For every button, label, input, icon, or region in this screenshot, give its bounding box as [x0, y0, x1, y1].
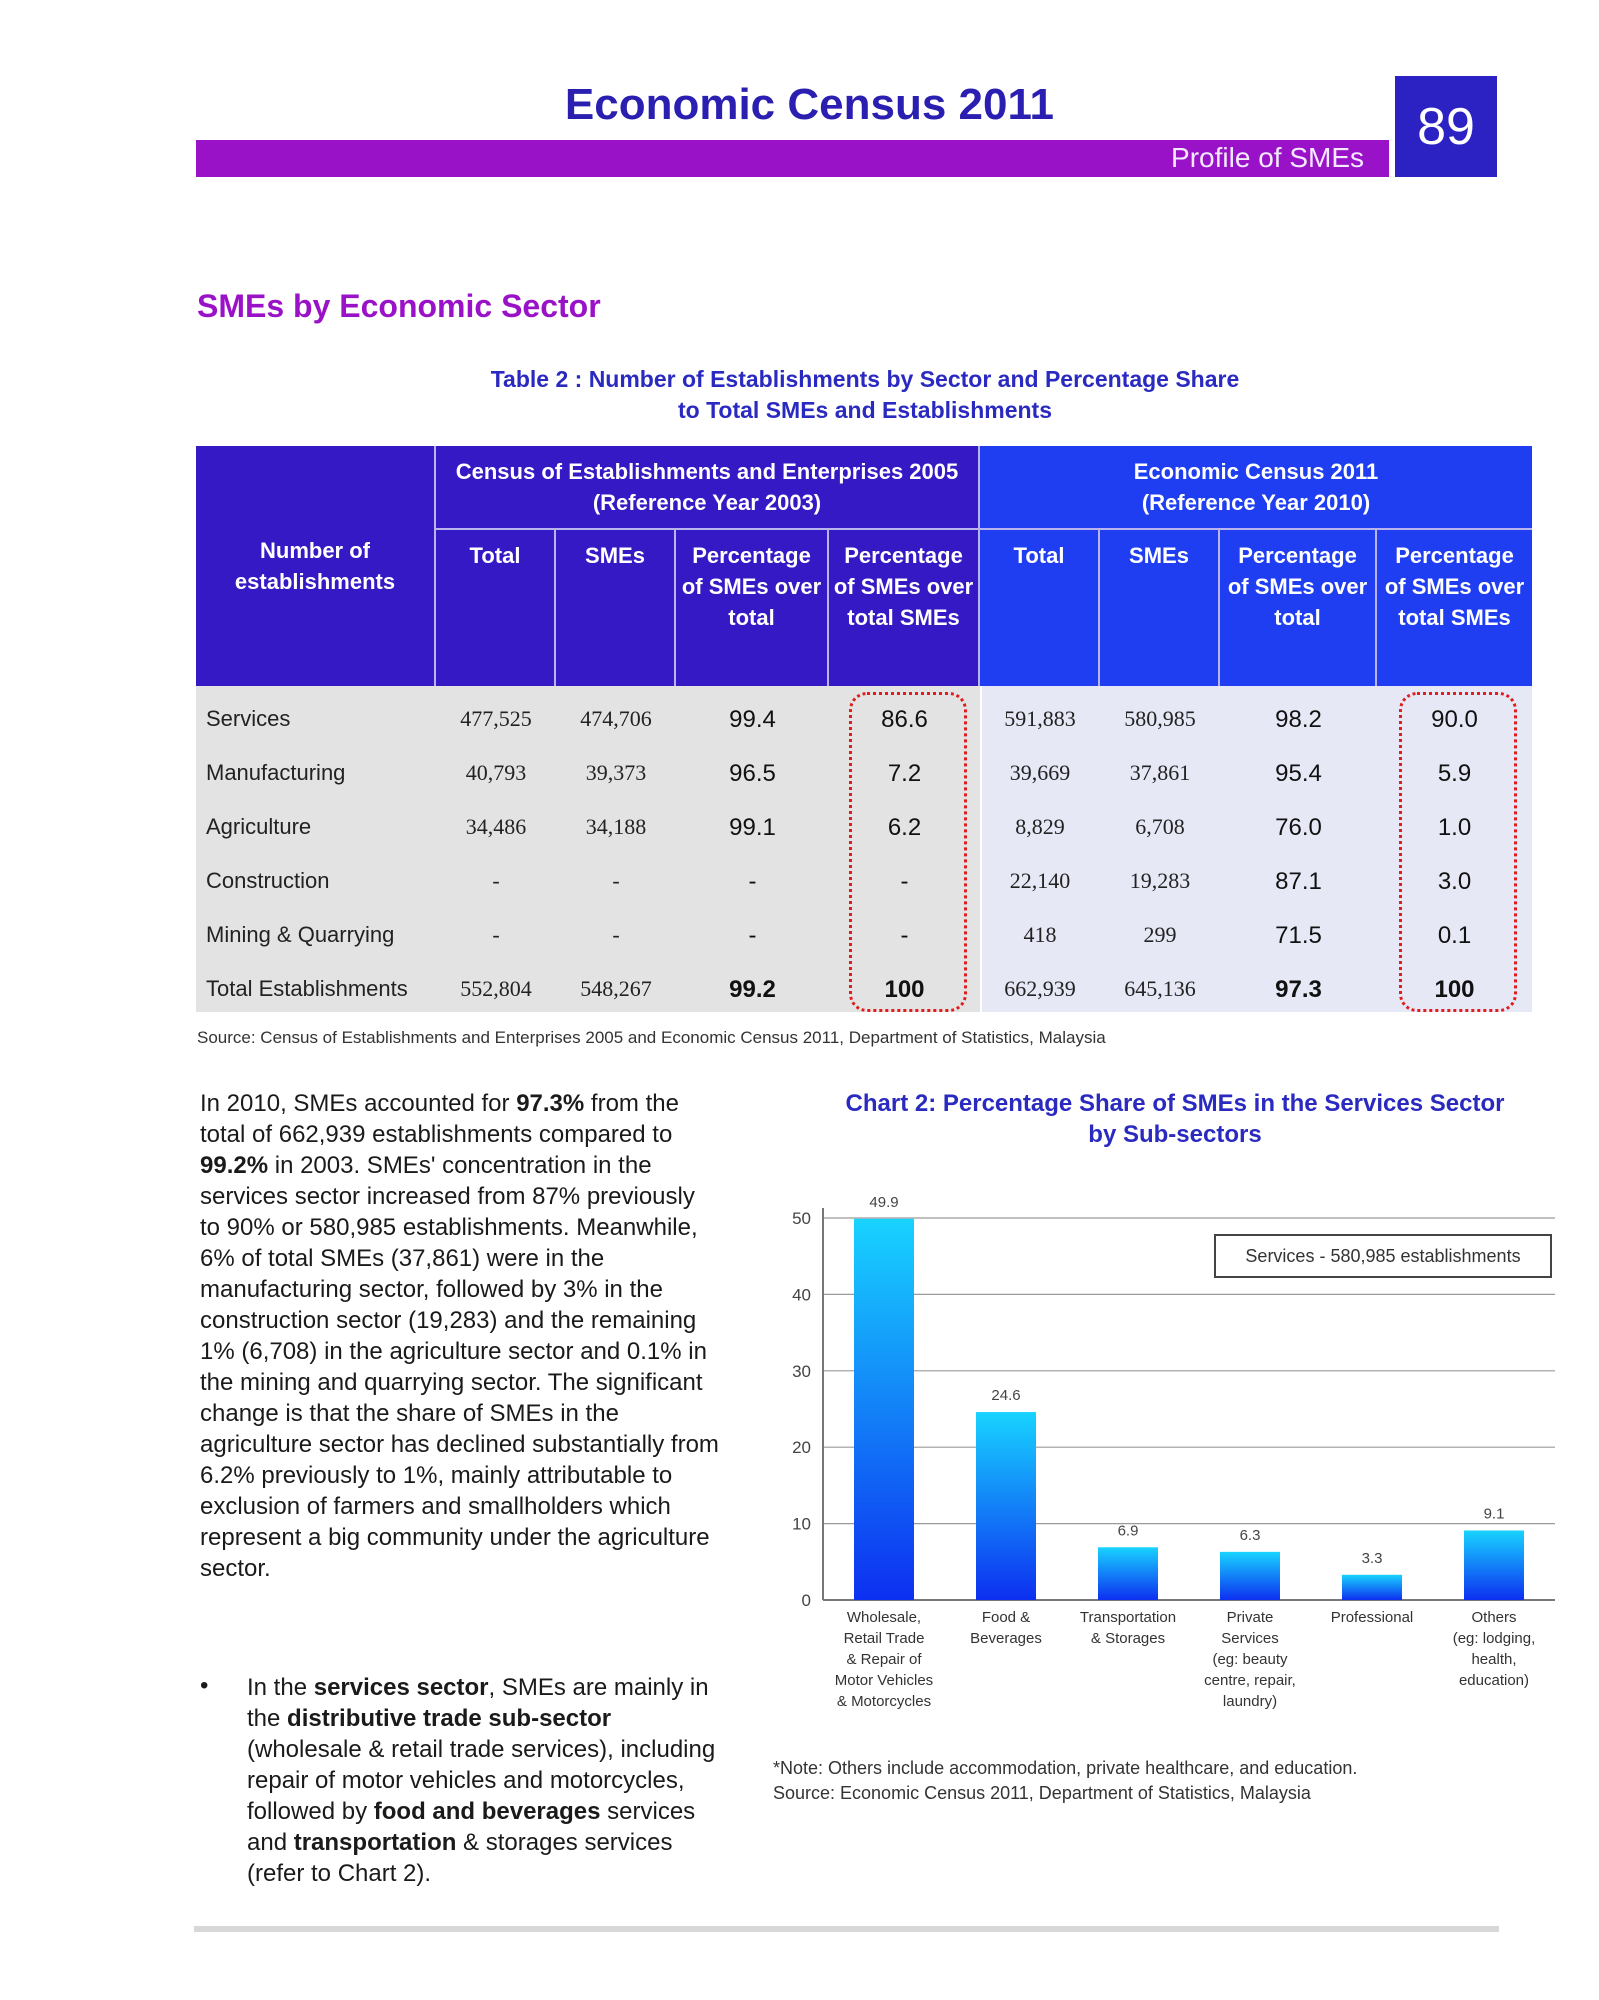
para-text-3: in 2003. SMEs' concentration in the services sector increased from 87% previously to 90% or 580,985 establishments. Meanwhile, 6% of total SMEs (37,861) were in the manufacturing sector, followed by 3% in the construction sector (19,283) and the remaining 1% (6,708) in the agriculture sector and 0.1% in the mining and quarrying sector. The significant change is that the share of SMEs in the agriculture sector has declined substantially from 6.2% previously to 1%, mainly attributable to exclusion of farmers and smallholders which represent a big community under the agriculture sector. [200, 1152, 719, 1582]
row-header-cell [196, 446, 436, 686]
table-cell: 591,883 [1004, 706, 1076, 731]
page-subtitle: Profile of SMEs [1171, 142, 1364, 173]
bullet-text-3: (wholesale & retail trade services), including repair of motor vehicles and motorcycles, followed by [247, 1736, 716, 1825]
bar [1342, 1575, 1402, 1600]
table-cell: 86.6 [881, 706, 928, 733]
legend-text: Services - 580,985 establishments [1245, 1246, 1521, 1266]
row-label: Mining & Quarrying [206, 922, 395, 947]
col-header-total-2005: Total [436, 530, 556, 686]
table-cell: 87.1 [1275, 868, 1322, 895]
table-cell: 662,939 [1004, 976, 1076, 1001]
col-header-pct-total-2011 [1220, 530, 1377, 686]
x-tick-label: Others (eg: lodging, health, education) [1452, 1609, 1536, 1689]
col-header-pct-smes-2011-label: Percentage of SMEs over total SMEs [1384, 543, 1525, 630]
para-text-2: from the total of 662,939 establishments compared to [200, 1090, 679, 1148]
row-label: Total Establishments [206, 976, 408, 1001]
x-tick-label: Transportation & Storages [1079, 1609, 1177, 1647]
group-header-2005 [436, 446, 980, 530]
section-title: SMEs by Economic Sector [197, 288, 601, 324]
bar-value-label: 3.3 [1361, 1549, 1383, 1567]
table-cell: 580,985 [1124, 706, 1196, 731]
bar [1220, 1552, 1280, 1600]
bar-value-label: 6.3 [1239, 1526, 1261, 1544]
bar-value-label: 9.1 [1483, 1505, 1505, 1523]
group1-line2: (Reference Year 2003) [592, 490, 822, 515]
table-cell: 299 [1143, 922, 1177, 947]
col-header-smes-2011: SMEs [1100, 530, 1220, 686]
chart-title [780, 1088, 1570, 1150]
table-title-line2: to Total SMEs and Establishments [677, 397, 1053, 423]
summary-paragraph [200, 1088, 720, 1584]
y-tick-label: 10 [792, 1514, 811, 1534]
para-bold-2: 99.2% [200, 1152, 269, 1179]
table-cell: 6.2 [887, 814, 922, 841]
table-title [350, 364, 1380, 426]
table-title-line1: Table 2 : Number of Establishments by Sector and Percentage Share [490, 366, 1240, 392]
bar-value-label: 49.9 [869, 1193, 899, 1211]
col-header-pct-smes-2011 [1377, 530, 1532, 686]
page-number: 89 [1395, 76, 1497, 177]
group1-line1: Census of Establishments and Enterprises 2005 [455, 459, 959, 484]
row-header-label: Number of establishments [234, 538, 396, 594]
table-cell: 3.0 [1437, 868, 1472, 895]
table-cell: 477,525 [460, 706, 532, 731]
table-cell: 19,283 [1129, 868, 1191, 893]
col-header-pct-total-2011-label: Percentage of SMEs over total [1227, 543, 1368, 630]
chart-note: *Note: Others include accommodation, private healthcare, and education. [773, 1758, 1358, 1778]
col-header-total-2011: Total [980, 530, 1100, 686]
table-cell: 96.5 [729, 760, 776, 787]
chart-title-line1: Chart 2: Percentage Share of SMEs in the Services Sector [845, 1090, 1505, 1117]
table-cell: 97.3 [1275, 976, 1322, 1003]
x-tick-label: Food & Beverages [970, 1609, 1042, 1647]
col-header-pct-total-2005 [676, 530, 829, 686]
bar-value-label: 24.6 [991, 1387, 1021, 1405]
chart-notes [773, 1756, 1357, 1806]
table-cell: 98.2 [1275, 706, 1322, 733]
y-tick-label: 20 [792, 1438, 811, 1458]
table-cell: - [748, 868, 757, 895]
group2-line1: Economic Census 2011 [1133, 459, 1379, 484]
table-cell: - [492, 868, 500, 893]
group-header-2011 [980, 446, 1532, 530]
bar [976, 1412, 1036, 1600]
table-cell: 7.2 [887, 760, 922, 787]
table-cell: 34,188 [585, 814, 647, 839]
table-cell: 99.4 [729, 706, 776, 733]
table-cell: 40,793 [465, 760, 527, 785]
table-cell: - [612, 922, 620, 947]
table-cell: 34,486 [465, 814, 527, 839]
bullet-bold-1: services sector [313, 1674, 489, 1701]
table-cell: 99.2 [729, 976, 776, 1003]
col-header-pct-smes-2005 [829, 530, 980, 686]
y-tick-label: 0 [801, 1591, 811, 1610]
bar [1464, 1530, 1524, 1600]
table-cell: 0.1 [1437, 922, 1472, 949]
table-cell: 71.5 [1275, 922, 1322, 949]
bullet-paragraph [247, 1672, 727, 1889]
x-tick-label: Wholesale, Retail Trade & Repair of Motor Vehicles & Motorcycles [834, 1609, 934, 1710]
table-cell: 100 [1434, 976, 1475, 1003]
table-cell: 474,706 [580, 706, 652, 731]
table-cell: 99.1 [729, 814, 776, 841]
table-cell: 39,373 [585, 760, 647, 785]
table-cell: 552,804 [460, 976, 532, 1001]
bottom-rule [194, 1926, 1499, 1932]
y-tick-label: 40 [792, 1285, 811, 1305]
para-text-1: In 2010, SMEs accounted for [200, 1090, 517, 1117]
bullet-text-1: In the [247, 1674, 314, 1701]
bullet-text-4: services and [247, 1798, 696, 1856]
table-cell: - [900, 922, 909, 949]
col-header-smes-2005: SMEs [556, 530, 676, 686]
row-label: Services [206, 706, 291, 731]
x-tick-label: Private Services (eg: beauty centre, repair, laundry) [1204, 1609, 1296, 1710]
table-cell: 8,829 [1015, 814, 1065, 839]
table-cell: 39,669 [1009, 760, 1071, 785]
bar [854, 1219, 914, 1600]
row-label: Construction [206, 868, 330, 893]
table-cell: 1.0 [1437, 814, 1472, 841]
y-tick-label: 50 [792, 1209, 811, 1228]
y-tick-label: 30 [792, 1361, 811, 1381]
table-cell: 90.0 [1431, 706, 1478, 733]
bullet-text-2: , SMEs are mainly in the [247, 1674, 709, 1732]
col-header-pct-total-2005-label: Percentage of SMEs over total [681, 543, 822, 630]
table-cell: 645,136 [1124, 976, 1196, 1001]
bar [1098, 1547, 1158, 1600]
bullet-bold-2: distributive trade sub-sector [287, 1705, 612, 1732]
row-label: Agriculture [206, 814, 312, 839]
table-cell: 37,861 [1129, 760, 1191, 785]
bar-value-label: 6.9 [1117, 1522, 1139, 1540]
bullet-bold-4: transportation [293, 1829, 457, 1856]
establishments-table [196, 446, 1532, 1012]
table-cell: - [612, 868, 620, 893]
table-cell: 548,267 [580, 976, 652, 1001]
table-cell: 22,140 [1009, 868, 1071, 893]
row-label: Manufacturing [206, 760, 346, 785]
table-cell: 6,708 [1135, 814, 1185, 839]
chart-title-line2: by Sub-sectors [1088, 1121, 1262, 1148]
table-cell: 418 [1023, 922, 1057, 947]
bullet-mark: • [200, 1672, 209, 1699]
chart-source: Source: Economic Census 2011, Department of Statistics, Malaysia [773, 1783, 1311, 1803]
highlight-box-2005 [849, 692, 967, 1012]
para-bold-1: 97.3% [516, 1090, 585, 1117]
x-tick-label: Professional [1330, 1609, 1414, 1626]
table-source: Source: Census of Establishments and Enterprises 2005 and Economic Census 2011, Department of Statistics, Malaysia [197, 1028, 1106, 1047]
table-cell: 95.4 [1275, 760, 1322, 787]
highlight-box-2011 [1399, 692, 1517, 1012]
table-divider [980, 686, 982, 1012]
table-cell: 76.0 [1275, 814, 1322, 841]
page-title: Economic Census 2011 [564, 80, 1054, 129]
bullet-bold-3: food and beverages [373, 1798, 601, 1825]
bullet-text-5: & storages services (refer to Chart 2). [247, 1829, 673, 1887]
table-cell: - [748, 922, 757, 949]
group2-line2: (Reference Year 2010) [1141, 490, 1371, 515]
table-cell: - [900, 868, 909, 895]
col-header-pct-smes-2005-label: Percentage of SMEs over total SMEs [833, 543, 974, 630]
services-subsector-chart [760, 1180, 1560, 1720]
table-cell: 5.9 [1437, 760, 1472, 787]
table-cell: - [492, 922, 500, 947]
table-cell: 100 [884, 976, 925, 1003]
